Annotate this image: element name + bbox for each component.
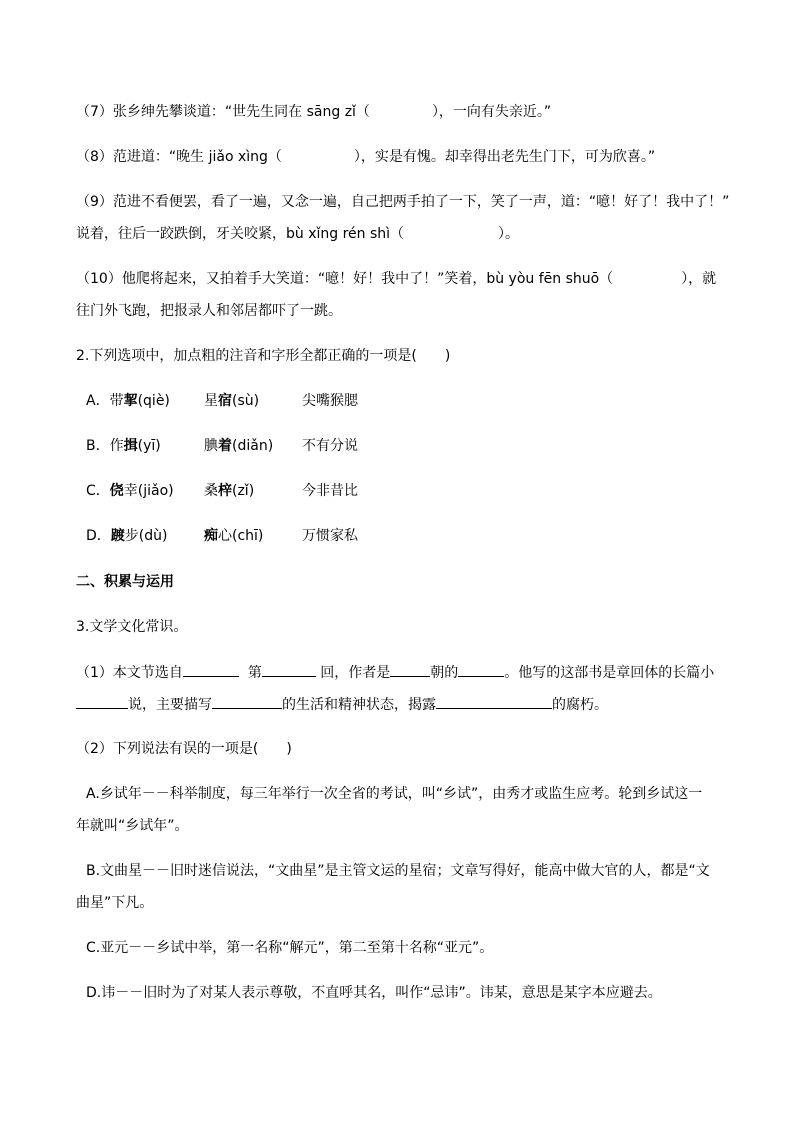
option-3-c[interactable]: C.亚元－－乡试中举，第一名称“解元”，第二至第十名称“亚元”。 xyxy=(86,940,494,956)
option-3-a-line-1[interactable]: A.乡试年－－科举制度，每三年举行一次全省的考试，叫“乡试”，由秀才或监生应考。轮到乡试这一 xyxy=(86,786,703,802)
question-8: （8）范进道：“晚生 jiǎo xìng（ ），实是有愧。却幸得出老先生门下，可为欣喜。” xyxy=(76,149,656,165)
option-3-b-line-1[interactable]: B.文曲星－－旧时迷信说法，“文曲星”是主管文运的星宿；文章写得好，能高中做大官的人，都是“文 xyxy=(86,863,710,879)
question-2-stem: 2.下列选项中，加点粗的注音和字形全都正确的一项是( ) xyxy=(76,348,451,364)
section-2-title: 二、积累与运用 xyxy=(76,574,174,590)
option-a[interactable]: A．带挈(qiè) 星宿(sù) 尖嘴猴腮 xyxy=(86,393,358,409)
question-10-line-2: 往门外飞跑，把报录人和邻居都吓了一跳。 xyxy=(76,303,342,319)
question-9-line-1: （9）范进不看便罢，看了一遍，又念一遍，自己把两手拍了一下，笑了一声，道：“噫！好了！我中了！” xyxy=(76,194,730,210)
question-3-stem: 3.文学文化常识。 xyxy=(76,619,188,635)
option-b[interactable]: B．作揖(yī) 腆着(diǎn) 不有分说 xyxy=(86,438,358,454)
option-3-d[interactable]: D.讳－－旧时为了对某人表示尊敬，不直呼其名，叫作“忌讳”。讳某，意思是某字本应避去。 xyxy=(86,985,662,1001)
option-3-b-line-2: 曲星”下凡。 xyxy=(76,895,154,911)
question-9-line-2: 说着，往后一跤跌倒，牙关咬紧，bù xǐng rén shì（ ）。 xyxy=(76,226,520,242)
question-3-1-line-1: （1）本文节选自 第 回，作者是 朝的 。他写的这部书是章回体的长篇小 xyxy=(76,662,714,683)
option-d[interactable]: D．踱步(dù) 痴心(chī) 万惯家私 xyxy=(86,528,358,544)
question-10-line-1: （10）他爬将起来，又拍着手大笑道：“噫！好！我中了！”笑着，bù yòu fēn shuō（ ），就 xyxy=(76,271,717,287)
question-3-1-line-2: 说，主要描写 的生活和精神状态，揭露 的腐朽。 xyxy=(76,694,608,715)
question-3-2-stem: （2）下列说法有误的一项是( ) xyxy=(76,741,292,757)
option-c[interactable]: C．侥幸(jiǎo) 桑梓(zǐ) 今非昔比 xyxy=(86,483,358,499)
option-3-a-line-2: 年就叫“乡试年”。 xyxy=(76,818,189,834)
question-7: （7）张乡绅先攀谈道：“世先生同在 sāng zǐ（ ），一向有失亲近。” xyxy=(76,104,552,120)
